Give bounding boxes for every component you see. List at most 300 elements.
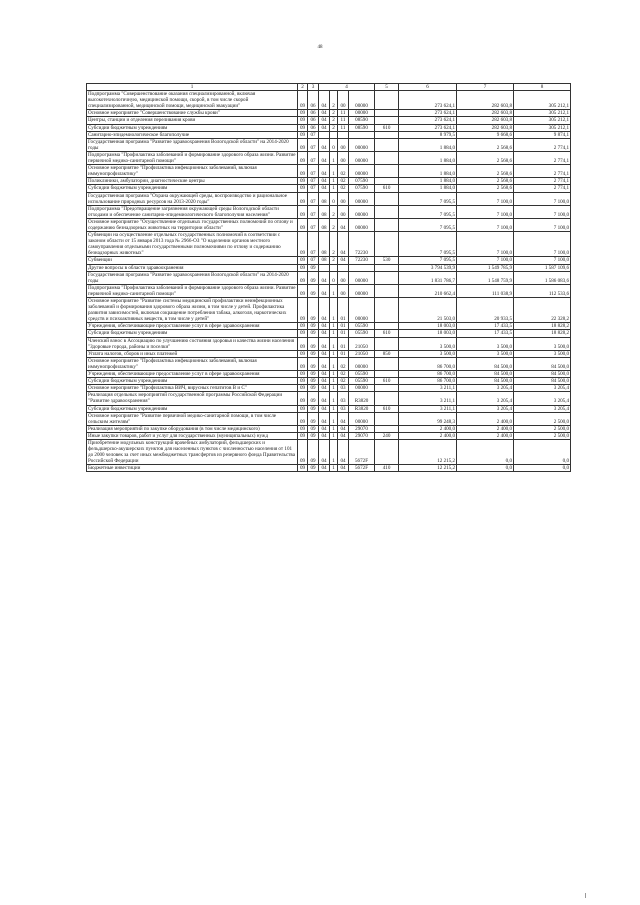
amount-cell: 86 700,0 bbox=[399, 378, 457, 385]
amount-cell: 2 500,0 bbox=[514, 425, 571, 432]
amount-cell: 2 568,6 bbox=[457, 165, 514, 178]
code-cell: 04 bbox=[338, 432, 349, 439]
code-cell: 04 bbox=[319, 371, 330, 378]
row-name-cell: Основное мероприятие "Развитие системы медицинской профилактики неинфекционных заболеваний и формирования здорового образа жизни, в том числе у детей. Профилактика развития зависимостей, включая сокращение потребления табака, алкоголя, наркотических средств и психоактивных веществ, в том числе у детей" bbox=[87, 298, 298, 323]
code-cell: 04 bbox=[319, 91, 330, 110]
row-name-cell: Основное мероприятие "Профилактика ВИЧ, вирусных гепатитов В и С" bbox=[87, 385, 298, 392]
code-cell: 09 bbox=[298, 439, 308, 464]
amount-cell: 273 624,1 bbox=[399, 117, 457, 124]
amount-cell: 3 500,0 bbox=[457, 350, 514, 357]
amount-cell: 210 662,4 bbox=[399, 284, 457, 297]
code-cell: 1 bbox=[330, 298, 338, 323]
code-cell bbox=[375, 337, 399, 350]
code-cell: 05590 bbox=[349, 330, 375, 337]
amount-cell: 1 884,0 bbox=[399, 165, 457, 178]
code-cell: 09 bbox=[298, 151, 308, 164]
code-cell: 29070 bbox=[349, 432, 375, 439]
code-cell: 5672F bbox=[349, 465, 375, 472]
code-cell: 09 bbox=[298, 298, 308, 323]
code-cell: 410 bbox=[375, 465, 399, 472]
amount-cell: 12 215,2 bbox=[399, 465, 457, 472]
table-row bbox=[87, 378, 571, 385]
amount-cell: 86 700,0 bbox=[399, 357, 457, 370]
code-cell: 09 bbox=[308, 432, 319, 439]
code-cell: 02 bbox=[338, 185, 349, 192]
code-cell: 2 bbox=[330, 232, 338, 257]
code-cell: 04 bbox=[338, 257, 349, 264]
code-cell: 09 bbox=[298, 165, 308, 178]
code-cell: 09 bbox=[298, 412, 308, 425]
table-row bbox=[87, 192, 571, 205]
row-name-cell: Субвенции на осуществление отдельных государственных полномочий в соответствии с законом области от 15 января 2013 года № 2966-ОЗ "О наделении органов местного самоуправления отдельными государственными полномочиями по отлову и содержанию безнадзорных животных" bbox=[87, 232, 298, 257]
code-cell: 1 bbox=[330, 371, 338, 378]
code-cell: 09 bbox=[298, 432, 308, 439]
code-cell: 2 bbox=[330, 218, 338, 231]
amount-cell: 84 500,0 bbox=[514, 357, 571, 370]
table-row bbox=[87, 439, 571, 464]
code-cell: 5672F bbox=[349, 439, 375, 464]
code-cell: 09 bbox=[298, 232, 308, 257]
amount-cell: 1 831 786,7 bbox=[399, 271, 457, 284]
code-cell: 09 bbox=[298, 330, 308, 337]
code-cell bbox=[375, 218, 399, 231]
table-row bbox=[87, 350, 571, 357]
amount-cell: 3 211,1 bbox=[399, 385, 457, 392]
code-cell: 1 bbox=[330, 405, 338, 412]
code-cell: 09 bbox=[298, 425, 308, 432]
code-cell: 850 bbox=[375, 350, 399, 357]
code-cell: 04 bbox=[319, 465, 330, 472]
amount-cell: 0,0 bbox=[457, 439, 514, 464]
row-name-cell: Поликлиники, амбулатории, диагностические центры bbox=[87, 178, 298, 185]
code-cell: 1 bbox=[330, 465, 338, 472]
code-cell: 1 bbox=[330, 385, 338, 392]
table-row bbox=[87, 218, 571, 231]
code-cell: 1 bbox=[330, 323, 338, 330]
amount-cell: 7 100,0 bbox=[514, 257, 571, 264]
code-cell bbox=[375, 271, 399, 284]
amount-cell: 282 603,8 bbox=[457, 110, 514, 117]
code-cell bbox=[375, 412, 399, 425]
code-cell: 00000 bbox=[349, 412, 375, 425]
header-cell: 5 bbox=[375, 84, 399, 91]
code-cell: 08 bbox=[319, 232, 330, 257]
row-name-cell: Учреждения, обеспечивающие предоставление услуг в сфере здравоохранения bbox=[87, 323, 298, 330]
code-cell: 04 bbox=[319, 271, 330, 284]
code-cell: 1 bbox=[330, 185, 338, 192]
table-row bbox=[87, 465, 571, 472]
code-cell: 08 bbox=[319, 257, 330, 264]
code-cell: 72230 bbox=[349, 257, 375, 264]
code-cell: 07590 bbox=[349, 185, 375, 192]
code-cell bbox=[375, 232, 399, 257]
code-cell: 09 bbox=[298, 350, 308, 357]
code-cell: 11 bbox=[338, 117, 349, 124]
row-name-cell: Подпрограмма "Профилактика заболеваний и формирование здорового образа жизни. Развитие первичной медико-санитарной помощи" bbox=[88, 284, 296, 297]
code-cell: 0 bbox=[330, 138, 338, 151]
code-cell: 04 bbox=[338, 465, 349, 472]
amount-cell: 7 095,5 bbox=[399, 218, 457, 231]
row-name-cell: Основное мероприятие "Профилактика инфекционных заболеваний, включая иммунопрофилактику" bbox=[87, 357, 298, 370]
row-name-cell: Субсидии бюджетным учреждениям bbox=[87, 378, 298, 385]
code-cell: 1 bbox=[330, 378, 338, 385]
amount-cell: 305 212,1 bbox=[514, 91, 571, 110]
code-cell: 21050 bbox=[349, 337, 375, 350]
row-name-cell: Центры, станции и отделения переливания крови bbox=[87, 117, 298, 124]
row-name-cell: Основное мероприятие "Профилактика инфекционных заболеваний, включая иммунопрофилактику" bbox=[87, 165, 298, 178]
amount-cell: 18 828,2 bbox=[514, 330, 571, 337]
code-cell: 09 bbox=[308, 357, 319, 370]
code-cell bbox=[375, 205, 399, 218]
code-cell: 04 bbox=[319, 392, 330, 405]
code-cell: 2 bbox=[330, 91, 338, 110]
code-cell: 09 bbox=[298, 284, 308, 297]
code-cell: 04 bbox=[319, 178, 330, 185]
amount-cell: 7 100,0 bbox=[457, 192, 514, 205]
code-cell: 04 bbox=[319, 378, 330, 385]
header-cell: 7 bbox=[457, 84, 514, 91]
code-cell: 1 bbox=[330, 330, 338, 337]
amount-cell: 17 433,5 bbox=[457, 330, 514, 337]
row-name-cell: Подпрограмма "Совершенствование оказания специализированной, включая высокотехнологичную, медицинской помощи, скорой, в том числе скорой специализированной, медицинской помощи, медицинской эвакуации" bbox=[87, 91, 298, 110]
code-cell: 2 bbox=[330, 205, 338, 218]
code-cell: 09 bbox=[298, 392, 308, 405]
amount-cell: 2 774,1 bbox=[514, 178, 571, 185]
row-name-cell: Уплата налогов, сборов и иных платежей bbox=[87, 350, 298, 357]
code-cell: 07 bbox=[308, 131, 319, 138]
code-cell: 07 bbox=[308, 165, 319, 178]
code-cell: 04 bbox=[319, 124, 330, 131]
row-name-cell: Санитарно-эпидемиологическое благополучие bbox=[87, 131, 298, 138]
code-cell: 06 bbox=[308, 117, 319, 124]
code-cell: 08 bbox=[319, 192, 330, 205]
code-cell: 00 bbox=[338, 271, 349, 284]
row-name-cell: Приобретение модульных конструкций врачебных амбулаторий, фельдшерских и фельдшерско-акушерских пунктов для населенных пунктов с численностью населения от 101 до 2000 человек за счет иных межбюджетных трансфертов из резервного фонда Правительства Российской Федерации bbox=[87, 439, 298, 464]
amount-cell: 3 205,4 bbox=[457, 392, 514, 405]
amount-cell: 2 500,0 bbox=[514, 412, 571, 425]
code-cell: 2 bbox=[330, 110, 338, 117]
header-cell: 8 bbox=[514, 84, 571, 91]
table-row bbox=[87, 432, 571, 439]
table-header-row bbox=[87, 84, 571, 91]
amount-cell: 84 500,0 bbox=[457, 371, 514, 378]
row-name-cell: Субвенции bbox=[87, 257, 298, 264]
amount-cell: 3 211,1 bbox=[399, 405, 457, 412]
table-row bbox=[87, 385, 571, 392]
code-cell: 00 bbox=[338, 138, 349, 151]
code-cell: 05590 bbox=[349, 323, 375, 330]
code-cell bbox=[375, 385, 399, 392]
code-cell: 01 bbox=[338, 323, 349, 330]
code-cell bbox=[375, 192, 399, 205]
code-cell: 01 bbox=[338, 350, 349, 357]
amount-cell: 2 400,0 bbox=[399, 432, 457, 439]
amount-cell: 2 400,0 bbox=[457, 412, 514, 425]
code-cell: 00000 bbox=[349, 271, 375, 284]
amount-cell: 18 003,0 bbox=[399, 330, 457, 337]
table-row bbox=[87, 205, 571, 218]
code-cell: 2 bbox=[330, 117, 338, 124]
scan-mark bbox=[585, 893, 586, 898]
code-cell: 1 bbox=[330, 432, 338, 439]
table-row bbox=[87, 264, 571, 271]
amount-cell: 3 500,0 bbox=[457, 337, 514, 350]
amount-cell: 84 500,0 bbox=[457, 357, 514, 370]
code-cell: 09 bbox=[298, 110, 308, 117]
code-cell: 00000 bbox=[349, 110, 375, 117]
amount-cell: 17 433,5 bbox=[457, 323, 514, 330]
table-row bbox=[87, 151, 571, 164]
code-cell: 1 bbox=[330, 439, 338, 464]
code-cell: 02 bbox=[338, 357, 349, 370]
code-cell: 03 bbox=[338, 392, 349, 405]
page-number: 48 bbox=[317, 45, 323, 50]
amount-cell: 1 548 759,9 bbox=[457, 271, 514, 284]
code-cell: 04 bbox=[319, 151, 330, 164]
code-cell: 09 bbox=[298, 405, 308, 412]
amount-cell: 3 205,4 bbox=[514, 405, 571, 412]
code-cell: 09 bbox=[298, 357, 308, 370]
code-cell bbox=[338, 264, 349, 271]
amount-cell: 7 095,5 bbox=[399, 192, 457, 205]
amount-cell: 22 328,2 bbox=[514, 298, 571, 323]
table-row bbox=[87, 357, 571, 370]
code-cell: 00000 bbox=[349, 298, 375, 323]
code-cell: R3820 bbox=[349, 405, 375, 412]
code-cell: 06 bbox=[308, 124, 319, 131]
amount-cell: 2 568,6 bbox=[457, 151, 514, 164]
row-name-cell: Государственная программа "Охрана окружающей среды, воспроизводство и рациональное использование природных ресурсов на 2013-2020 годы" bbox=[87, 192, 298, 205]
code-cell bbox=[375, 264, 399, 271]
table-row bbox=[87, 131, 571, 138]
code-cell: 610 bbox=[375, 378, 399, 385]
table-row bbox=[87, 371, 571, 378]
code-cell: 09 bbox=[298, 323, 308, 330]
amount-cell: 2 568,6 bbox=[457, 185, 514, 192]
amount-cell: 7 100,0 bbox=[514, 218, 571, 231]
amount-cell: 2 774,1 bbox=[514, 165, 571, 178]
table-row bbox=[87, 185, 571, 192]
code-cell: 09 bbox=[308, 330, 319, 337]
code-cell: R3820 bbox=[349, 392, 375, 405]
amount-cell: 99 248,3 bbox=[399, 412, 457, 425]
code-cell: 09 bbox=[308, 465, 319, 472]
code-cell: 00000 bbox=[349, 357, 375, 370]
row-name-cell: Учреждения, обеспечивающие предоставление услуг в сфере здравоохранения bbox=[87, 371, 298, 378]
amount-cell: 2 774,1 bbox=[514, 138, 571, 151]
code-cell bbox=[330, 264, 338, 271]
row-name-cell: Государственная программа "Развитие здравоохранения Вологодской области" на 2014-2020 годы bbox=[87, 271, 298, 284]
code-cell: 00000 bbox=[349, 138, 375, 151]
code-cell: 1 bbox=[330, 412, 338, 425]
code-cell bbox=[375, 357, 399, 370]
amount-cell: 273 624,1 bbox=[399, 91, 457, 110]
table-row bbox=[87, 425, 571, 432]
amount-cell: 3 500,0 bbox=[399, 350, 457, 357]
code-cell: 1 bbox=[330, 357, 338, 370]
amount-cell: 3 500,0 bbox=[514, 350, 571, 357]
amount-cell: 7 095,5 bbox=[399, 205, 457, 218]
code-cell: 72230 bbox=[349, 232, 375, 257]
code-cell: 04 bbox=[319, 439, 330, 464]
code-cell: 00 bbox=[338, 151, 349, 164]
amount-cell: 9 874,1 bbox=[514, 131, 571, 138]
code-cell: 00 bbox=[338, 205, 349, 218]
code-cell: 09 bbox=[298, 371, 308, 378]
code-cell: 610 bbox=[375, 330, 399, 337]
code-cell: 07 bbox=[308, 257, 319, 264]
code-cell: 09 bbox=[298, 91, 308, 110]
code-cell bbox=[375, 425, 399, 432]
table-row bbox=[87, 91, 571, 110]
code-cell: 09 bbox=[308, 371, 319, 378]
code-cell: 09 bbox=[298, 185, 308, 192]
amount-cell: 84 500,0 bbox=[514, 378, 571, 385]
header-cell: 1 bbox=[87, 84, 298, 91]
code-cell: 09 bbox=[298, 378, 308, 385]
amount-cell: 112 533,6 bbox=[514, 284, 571, 297]
code-cell: 04 bbox=[319, 165, 330, 178]
amount-cell: 2 774,1 bbox=[514, 151, 571, 164]
table-row bbox=[87, 138, 571, 151]
amount-cell: 18 828,2 bbox=[514, 323, 571, 330]
amount-cell: 2 500,0 bbox=[514, 432, 571, 439]
code-cell bbox=[319, 131, 330, 138]
row-name-cell: Государственная программа "Развитие здравоохранения Вологодской области" на 2014-2020 годы bbox=[87, 138, 298, 151]
amount-cell: 3 205,4 bbox=[457, 405, 514, 412]
code-cell: 04 bbox=[319, 385, 330, 392]
code-cell: 09 bbox=[298, 465, 308, 472]
table-row bbox=[87, 110, 571, 117]
amount-cell: 7 100,0 bbox=[457, 205, 514, 218]
amount-cell: 3 794 539,9 bbox=[399, 264, 457, 271]
code-cell: 00 bbox=[338, 284, 349, 297]
code-cell: 09 bbox=[308, 378, 319, 385]
header-cell: 2 bbox=[298, 84, 308, 91]
code-cell: 04 bbox=[319, 284, 330, 297]
code-cell: 07 bbox=[308, 151, 319, 164]
code-cell bbox=[375, 178, 399, 185]
amount-cell: 3 500,0 bbox=[514, 337, 571, 350]
code-cell: 00000 bbox=[349, 385, 375, 392]
row-name-cell: Основное мероприятие "Совершенствование службы крови" bbox=[87, 110, 298, 117]
header-cell: 4 bbox=[319, 84, 375, 91]
code-cell: 610 bbox=[375, 185, 399, 192]
code-cell bbox=[319, 264, 330, 271]
amount-cell: 2 774,1 bbox=[514, 185, 571, 192]
amount-cell: 3 205,4 bbox=[514, 385, 571, 392]
amount-cell: 3 211,1 bbox=[399, 392, 457, 405]
code-cell: 04 bbox=[319, 185, 330, 192]
code-cell: 07 bbox=[308, 232, 319, 257]
amount-cell: 2 568,6 bbox=[457, 138, 514, 151]
code-cell: 08 bbox=[319, 205, 330, 218]
amount-cell: 3 500,0 bbox=[399, 337, 457, 350]
amount-cell: 111 038,9 bbox=[457, 284, 514, 297]
code-cell bbox=[375, 117, 399, 124]
amount-cell: 7 100,0 bbox=[514, 205, 571, 218]
code-cell: 1 bbox=[330, 392, 338, 405]
code-cell: 0 bbox=[330, 192, 338, 205]
table-row bbox=[87, 298, 571, 323]
code-cell: 00000 bbox=[349, 165, 375, 178]
code-cell: 08590 bbox=[349, 124, 375, 131]
code-cell: 02 bbox=[338, 165, 349, 178]
amount-cell: 2 400,0 bbox=[457, 425, 514, 432]
amount-cell: 7 095,5 bbox=[399, 232, 457, 257]
code-cell bbox=[375, 371, 399, 378]
code-cell bbox=[375, 392, 399, 405]
amount-cell: 20 933,5 bbox=[457, 298, 514, 323]
amount-cell: 0,0 bbox=[514, 439, 571, 464]
amount-cell: 1 587 109,6 bbox=[514, 264, 571, 271]
code-cell: 29070 bbox=[349, 425, 375, 432]
code-cell: 04 bbox=[319, 425, 330, 432]
code-cell: 09 bbox=[308, 405, 319, 412]
amount-cell: 18 003,0 bbox=[399, 323, 457, 330]
code-cell: 2 bbox=[330, 257, 338, 264]
code-cell: 07 bbox=[308, 218, 319, 231]
code-cell: 09 bbox=[298, 257, 308, 264]
code-cell: 03 bbox=[338, 405, 349, 412]
code-cell: 01 bbox=[338, 298, 349, 323]
code-cell: 09 bbox=[298, 218, 308, 231]
code-cell: 01 bbox=[338, 330, 349, 337]
code-cell bbox=[349, 264, 375, 271]
code-cell: 04 bbox=[338, 412, 349, 425]
code-cell: 04 bbox=[319, 298, 330, 323]
code-cell: 03 bbox=[338, 385, 349, 392]
code-cell: 09 bbox=[298, 178, 308, 185]
code-cell: 09 bbox=[308, 298, 319, 323]
code-cell bbox=[375, 110, 399, 117]
code-cell: 04 bbox=[338, 218, 349, 231]
code-cell: 09 bbox=[298, 117, 308, 124]
amount-cell: 282 603,8 bbox=[457, 124, 514, 131]
amount-cell: 84 500,0 bbox=[514, 371, 571, 378]
code-cell: 610 bbox=[375, 124, 399, 131]
code-cell: 07590 bbox=[349, 178, 375, 185]
row-name-cell: Подпрограмма "Предотвращение загрязнения окружающей среды Вологодской области отходами и обеспечение санитарно-эпидемиологического благополучия населения" bbox=[87, 205, 298, 218]
code-cell bbox=[375, 151, 399, 164]
code-cell: 00000 bbox=[349, 192, 375, 205]
code-cell bbox=[375, 298, 399, 323]
amount-cell: 0,0 bbox=[514, 465, 571, 472]
row-name-cell: Субсидии бюджетным учреждениям bbox=[87, 330, 298, 337]
amount-cell: 12 215,2 bbox=[399, 439, 457, 464]
code-cell: 02 bbox=[338, 371, 349, 378]
code-cell: 00000 bbox=[349, 205, 375, 218]
code-cell: 2 bbox=[330, 124, 338, 131]
code-cell: 00000 bbox=[349, 284, 375, 297]
code-cell bbox=[375, 323, 399, 330]
row-name-cell: Другие вопросы в области здравоохранения bbox=[87, 264, 298, 271]
code-cell bbox=[375, 131, 399, 138]
table-body bbox=[87, 84, 571, 472]
amount-cell: 3 205,4 bbox=[514, 392, 571, 405]
amount-cell: 305 212,1 bbox=[514, 110, 571, 117]
table-row bbox=[87, 165, 571, 178]
amount-cell: 8 979,5 bbox=[399, 131, 457, 138]
code-cell: 04 bbox=[319, 117, 330, 124]
amount-cell: 273 624,1 bbox=[399, 124, 457, 131]
header-cell: 6 bbox=[399, 84, 457, 91]
amount-cell: 273 624,1 bbox=[399, 110, 457, 117]
row-name-cell: Субсидии бюджетным учреждениям bbox=[87, 185, 298, 192]
code-cell: 04 bbox=[319, 405, 330, 412]
code-cell bbox=[375, 284, 399, 297]
amount-cell: 1 586 083,6 bbox=[514, 271, 571, 284]
